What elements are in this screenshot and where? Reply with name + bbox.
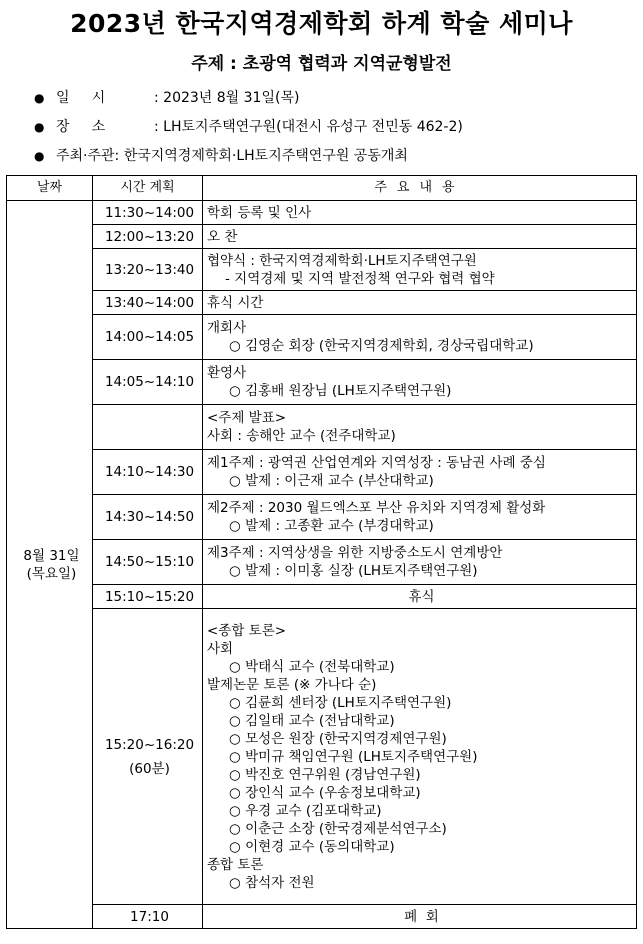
table-row [7,405,637,450]
info-host [34,145,408,165]
panel-item: ○ 김일태 교수 (전남대학교) [229,712,395,729]
time-cell [93,405,203,450]
content-cell [203,315,637,360]
info-value: : LH토지주택연구원(대전시 유성구 전민동 462-2) [154,119,463,135]
content-line: - 지역경제 및 지역 발전정책 연구와 협력 협약 [225,270,495,287]
content-cell: 폐 회 [203,905,637,929]
panel-item: ○ 이현경 교수 (동의대학교) [229,838,395,855]
header-date: 날짜 [7,176,93,201]
info-label: 일 시 [56,90,106,106]
time-cell: 14:05~14:10 [93,360,203,405]
content-line: 사회 [207,640,234,657]
header-content: 주요내용 [203,176,637,201]
content-line: 휴식 시간 [207,294,264,311]
panel-item: ○ 모성은 원장 (한국지역경제연구원) [229,730,447,747]
table-row [7,585,637,609]
table-row [7,360,637,405]
subtitle: 주제 : 초광역 협력과 지역균형발전 [191,54,452,74]
table-row [7,201,637,225]
content-line: ○ 발제 : 이근재 교수 (부산대학교) [229,473,434,489]
content-cell [203,249,637,291]
bullet-icon: ● [34,120,45,134]
content-cell [203,225,637,249]
info-value: : 2023년 8월 31일(목) [154,90,300,106]
panel-item: ○ 김륜희 센터장 (LH토지주택연구원) [229,694,452,711]
time-cell: 13:40~14:00 [93,291,203,315]
content-line: ○ 김홍배 원장님 (LH토지주택연구원) [229,383,452,399]
content-line: 협약식 : 한국지역경제학회·LH토지주택연구원 [207,252,477,269]
time-cell: 15:10~15:20 [93,585,203,609]
table-row [7,315,637,360]
time-cell: 13:20~13:40 [93,249,203,291]
date-cell [7,201,93,929]
info-value: : 한국지역경제학회·LH토지주택연구원 공동개최 [114,148,408,164]
content-line: 환영사 [207,365,247,381]
content-line: ○ 발제 : 이미홍 실장 (LH토지주택연구원) [229,563,478,579]
bullet-icon: ● [34,149,45,163]
header-time: 시간 계획 [93,176,203,201]
time-cell [93,609,203,905]
content-line: <주제 발표> [207,410,287,426]
time-cell: 11:30~14:00 [93,201,203,225]
content-cell [203,360,637,405]
time-cell: 14:10~14:30 [93,450,203,495]
content-cell [203,405,637,450]
page-title: 2023년 한국지역경제학회 하계 학술 세미나 [70,9,573,38]
panel-item: ○ 장인식 교수 (우송정보대학교) [229,784,421,801]
table-row [7,540,637,585]
table-row [7,905,637,929]
content-cell: 휴식 [203,585,637,609]
table-row [7,495,637,540]
content-cell [203,609,637,905]
table-row [7,291,637,315]
content-cell [203,495,637,540]
content-line: 제3주제 : 지역상생을 위한 지방중소도시 연계방안 [207,545,503,561]
info-label: 주최·주관 [56,148,115,164]
content-line: ○ 박태식 교수 (전북대학교) [229,658,395,675]
content-line: 발제논문 토론 (※ 가나다 순) [207,676,377,693]
duration: (60분) [129,760,170,777]
time-cell: 14:00~14:05 [93,315,203,360]
table-row [7,225,637,249]
info-label: 장 소 [56,119,106,135]
content-line: 학회 등록 및 인사 [207,204,312,221]
bullet-icon: ● [34,91,45,105]
content-line: 제2주제 : 2030 월드엑스포 부산 유치와 지역경제 활성화 [207,500,546,516]
content-line: ○ 김영순 회장 (한국지역경제학회, 경상국립대학교) [229,338,534,354]
content-line: 종합 토론 [207,856,264,873]
time-cell: 17:10 [93,905,203,929]
schedule-table [6,175,637,929]
weekday-line: (목요일) [26,565,77,582]
content-line: 제1주제 : 광역권 산업연계와 지역성장 : 동남권 사례 중심 [207,455,546,471]
panel-item: ○ 이춘근 소장 (한국경제분석연구소) [229,820,447,837]
table-row [7,249,637,291]
time-cell: 14:50~15:10 [93,540,203,585]
time-cell: 12:00~13:20 [93,225,203,249]
content-line: ○ 발제 : 고종환 교수 (부경대학교) [229,518,434,534]
content-line: <종합 토론> [207,622,287,639]
table-row [7,450,637,495]
content-cell [203,450,637,495]
time-range: 15:20~16:20 [104,736,195,753]
content-cell [203,540,637,585]
content-line: 사회 : 송해안 교수 (전주대학교) [207,428,396,444]
content-line: 오 찬 [207,228,238,245]
date-line: 8월 31일 [23,547,80,564]
content-cell [203,201,637,225]
content-line: ○ 참석자 전원 [229,874,315,891]
content-cell [203,291,637,315]
info-venue [34,116,463,136]
content-line: 개회사 [207,320,247,336]
info-date [34,87,299,107]
panel-item: ○ 우경 교수 (김포대학교) [229,802,382,819]
table-row [7,609,637,905]
time-cell: 14:30~14:50 [93,495,203,540]
panel-item: ○ 박미규 책임연구원 (LH토지주택연구원) [229,748,478,765]
table-header-row [7,176,637,201]
panel-item: ○ 박진호 연구위원 (경남연구원) [229,766,421,783]
